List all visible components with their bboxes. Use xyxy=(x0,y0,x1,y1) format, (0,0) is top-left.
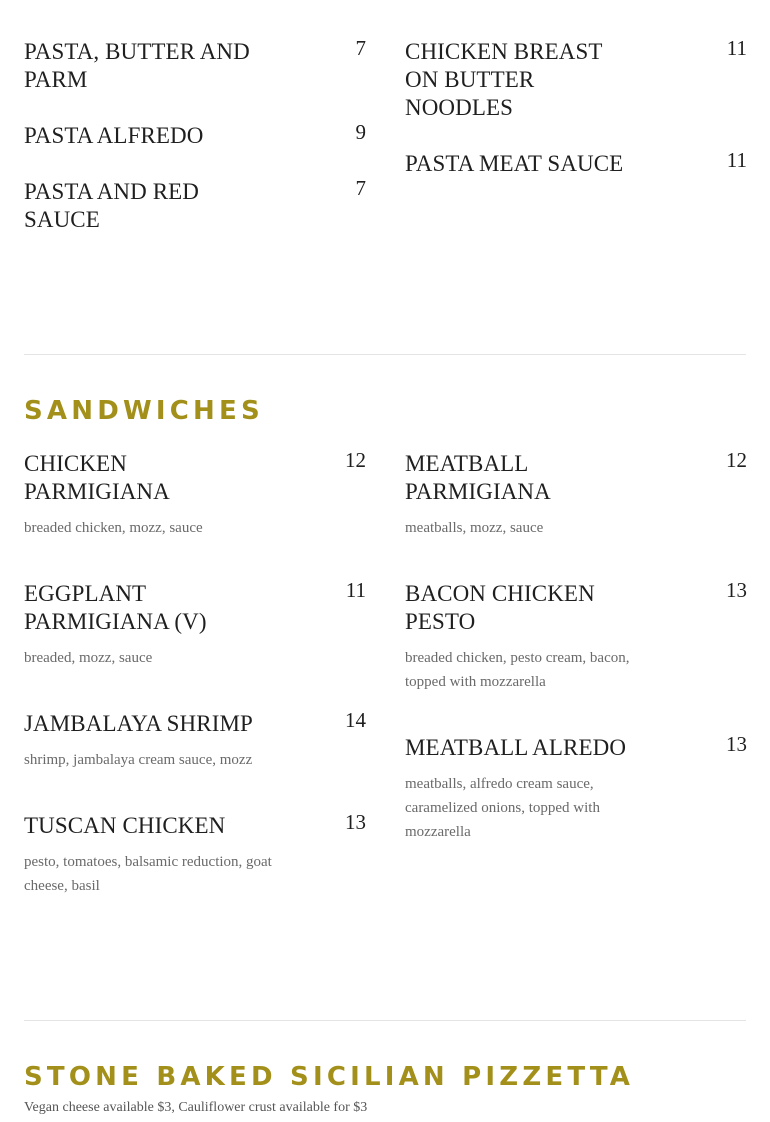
menu-item xyxy=(24,178,366,234)
item-name: PASTA, BUTTER AND PARM xyxy=(24,39,250,92)
menu-item xyxy=(405,450,747,540)
section-note: Vegan cheese available $3, Cauliflower crust available for $3 xyxy=(24,1100,368,1115)
item-name: PASTA ALFREDO xyxy=(24,123,204,148)
item-name: PASTA MEAT SAUCE xyxy=(405,151,624,176)
item-name: MEATBALL PARMIGIANA xyxy=(405,451,551,504)
section-title-sandwiches: SANDWICHES xyxy=(24,396,264,426)
section-divider xyxy=(24,1020,746,1021)
item-name: CHICKEN BREAST ON BUTTER NOODLES xyxy=(405,39,603,120)
item-name: MEATBALL ALREDO xyxy=(405,735,627,760)
item-price: 11 xyxy=(345,578,366,602)
sandwiches-left-column xyxy=(24,450,366,898)
item-price: 7 xyxy=(355,176,366,200)
menu-item xyxy=(24,38,366,94)
item-description: meatballs, alfredo cream sauce, caramelized onions, topped with mozzarella xyxy=(405,776,600,840)
item-description: shrimp, jambalaya cream sauce, mozz xyxy=(24,752,253,768)
item-price: 9 xyxy=(355,120,366,144)
item-description: breaded chicken, mozz, sauce xyxy=(24,520,203,536)
menu-item xyxy=(24,812,366,898)
item-name: TUSCAN CHICKEN xyxy=(24,813,226,838)
menu-item xyxy=(405,38,747,122)
item-price: 13 xyxy=(726,732,747,756)
menu-item xyxy=(24,580,366,670)
item-price: 14 xyxy=(345,708,366,732)
item-name: EGGPLANT PARMIGIANA (V) xyxy=(24,581,207,634)
item-description: breaded chicken, pesto cream, bacon, topped with mozzarella xyxy=(405,650,630,690)
item-description: pesto, tomatoes, balsamic reduction, goat cheese, basil xyxy=(24,854,272,894)
menu-item xyxy=(405,734,747,844)
item-price: 13 xyxy=(345,810,366,834)
item-name: PASTA AND RED SAUCE xyxy=(24,179,199,232)
section-divider xyxy=(24,354,746,355)
item-name: BACON CHICKEN PESTO xyxy=(405,581,595,634)
menu-item xyxy=(24,450,366,540)
menu-item xyxy=(24,122,366,150)
section-title-pizzetta: STONE BAKED SICILIAN PIZZETTA xyxy=(24,1062,635,1092)
pasta-left-column xyxy=(24,38,366,234)
item-price: 12 xyxy=(345,448,366,472)
item-price: 13 xyxy=(726,578,747,602)
menu-item xyxy=(24,710,366,772)
menu-item xyxy=(405,150,747,178)
item-name: CHICKEN PARMIGIANA xyxy=(24,451,170,504)
sandwiches-right-column xyxy=(405,450,747,844)
item-price: 11 xyxy=(726,148,747,172)
pasta-right-column xyxy=(405,38,747,178)
item-price: 7 xyxy=(355,36,366,60)
menu-item xyxy=(405,580,747,694)
item-description: breaded, mozz, sauce xyxy=(24,650,153,666)
item-description: meatballs, mozz, sauce xyxy=(405,520,544,536)
item-price: 12 xyxy=(726,448,747,472)
item-name: JAMBALAYA SHRIMP xyxy=(24,711,253,736)
item-price: 11 xyxy=(726,36,747,60)
